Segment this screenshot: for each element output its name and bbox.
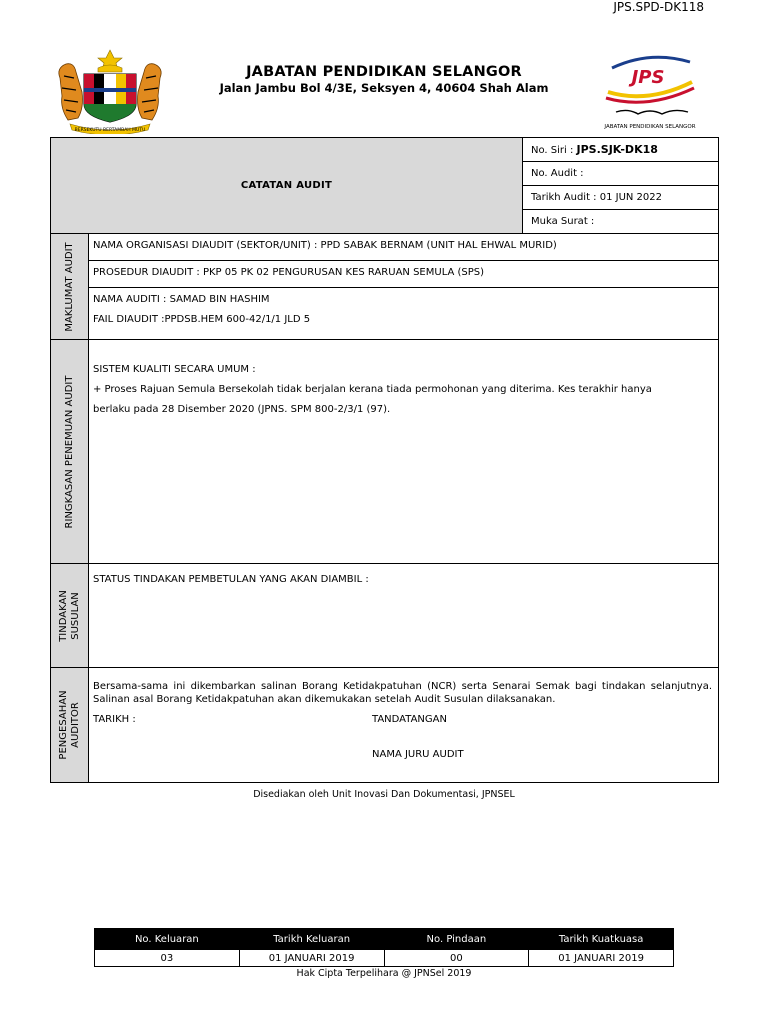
svg-text:BERSEKUTU BERTAMBAH MUTU: BERSEKUTU BERTAMBAH MUTU	[74, 128, 146, 133]
pengesahan-label-line1: PENGESAHAN	[57, 690, 69, 760]
tindakan-content	[89, 564, 719, 668]
ringkasan-line-2: berlaku pada 28 Disember 2020 (JPNS. SPM 800-2/3/1 (97).	[93, 404, 391, 415]
pengesahan-label-line2: AUDITOR	[69, 702, 81, 748]
pengesahan-label	[58, 690, 82, 759]
organisasi-text: NAMA ORGANISASI DIAUDIT (SEKTOR/UNIT) : PPD SABAK BERNAM (UNIT HAL EHWAL MURID)	[93, 240, 557, 251]
prosedur-row	[89, 261, 719, 288]
pengesahan-text: Bersama-sama ini dikembarkan salinan Borang Ketidakpatuhan (NCR) serta Senarai Semak bagi tindakan selanjutnya. Salinan asal Borang Ketidakpatuhan akan dikemukakan setelah Audit Susulan dilaksanakan.	[93, 681, 712, 705]
tindakan-side	[51, 564, 89, 668]
tarikh-audit-field: Tarikh Audit : 01 JUN 2022	[523, 186, 719, 210]
no-siri-field	[523, 138, 719, 162]
coat-of-arms-logo	[52, 48, 168, 134]
tindakan-label	[58, 590, 82, 642]
auditi-row	[89, 288, 719, 315]
no-audit-field: No. Audit :	[523, 162, 719, 186]
ringkasan-side	[51, 340, 89, 564]
muka-surat-field: Muka Surat :	[523, 210, 719, 234]
rev-value-tarikh-kuatkuasa: 01 JANUARI 2019	[529, 950, 674, 967]
rev-header-no-keluaran: No. Keluaran	[95, 929, 240, 950]
no-siri-label: No. Siri :	[531, 145, 574, 156]
fail-text: FAIL DIAUDIT :PPDSB.HEM 600-42/1/1 JLD 5	[93, 314, 311, 325]
auditi-text: NAMA AUDITI : SAMAD BIN HASHIM	[93, 294, 270, 305]
rev-header-tarikh-keluaran: Tarikh Keluaran	[239, 929, 384, 950]
tindakan-status: STATUS TINDAKAN PEMBETULAN YANG AKAN DIAMBIL :	[93, 574, 369, 585]
organisasi-row	[89, 234, 719, 261]
nama-juru-audit-label: NAMA JURU AUDIT	[372, 749, 464, 760]
audit-form-table	[50, 137, 719, 783]
rev-header-tarikh-kuatkuasa: Tarikh Kuatkuasa	[529, 929, 674, 950]
ringkasan-line-1: + Proses Rajuan Semula Bersekolah tidak berjalan kerana tiada permohonan yang diterima. Kes terakhir hanya	[93, 384, 652, 395]
copyright-note: Hak Cipta Terpelihara @ JPNSel 2019	[296, 968, 472, 979]
fail-row	[89, 314, 719, 340]
ringkasan-label: RINGKASAN PENEMUAN AUDIT	[63, 375, 75, 528]
tindakan-label-line2: SUSULAN	[69, 591, 81, 640]
pengesahan-content	[89, 668, 719, 783]
no-siri-value: JPS.SJK-DK18	[576, 143, 658, 156]
rev-value-tarikh-keluaran: 01 JANUARI 2019	[239, 950, 384, 967]
jps-logo-caption: JABATAN PENDIDIKAN SELANGOR	[604, 124, 696, 130]
document-code: JPS.SPD-DK118	[613, 0, 704, 14]
rev-header-no-pindaan: No. Pindaan	[384, 929, 529, 950]
maklumat-audit-side	[51, 234, 89, 340]
tarikh-label: TARIKH :	[93, 714, 136, 725]
revision-table	[94, 928, 674, 967]
prosedur-text: PROSEDUR DIAUDIT : PKP 05 PK 02 PENGURUSAN KES RARUAN SEMULA (SPS)	[93, 267, 485, 278]
form-title: CATATAN AUDIT	[51, 138, 523, 234]
department-title: JABATAN PENDIDIKAN SELANGOR	[246, 64, 522, 80]
department-address: Jalan Jambu Bol 4/3E, Seksyen 4, 40604 Shah Alam	[219, 81, 549, 95]
maklumat-audit-label: MAKLUMAT AUDIT	[63, 241, 75, 332]
rev-value-no-pindaan: 00	[384, 950, 529, 967]
pengesahan-side	[51, 668, 89, 783]
prepared-by-note: Disediakan oleh Unit Inovasi Dan Dokumentasi, JPNSEL	[253, 789, 515, 800]
tandatangan-label: TANDATANGAN	[372, 714, 447, 725]
ringkasan-heading: SISTEM KUALITI SECARA UMUM :	[93, 364, 256, 375]
rev-value-no-keluaran: 03	[95, 950, 240, 967]
jps-logo-text: JPS	[631, 67, 665, 88]
ringkasan-content	[89, 340, 719, 564]
tindakan-label-line1: TINDAKAN	[57, 589, 69, 642]
jps-logo	[598, 48, 702, 132]
